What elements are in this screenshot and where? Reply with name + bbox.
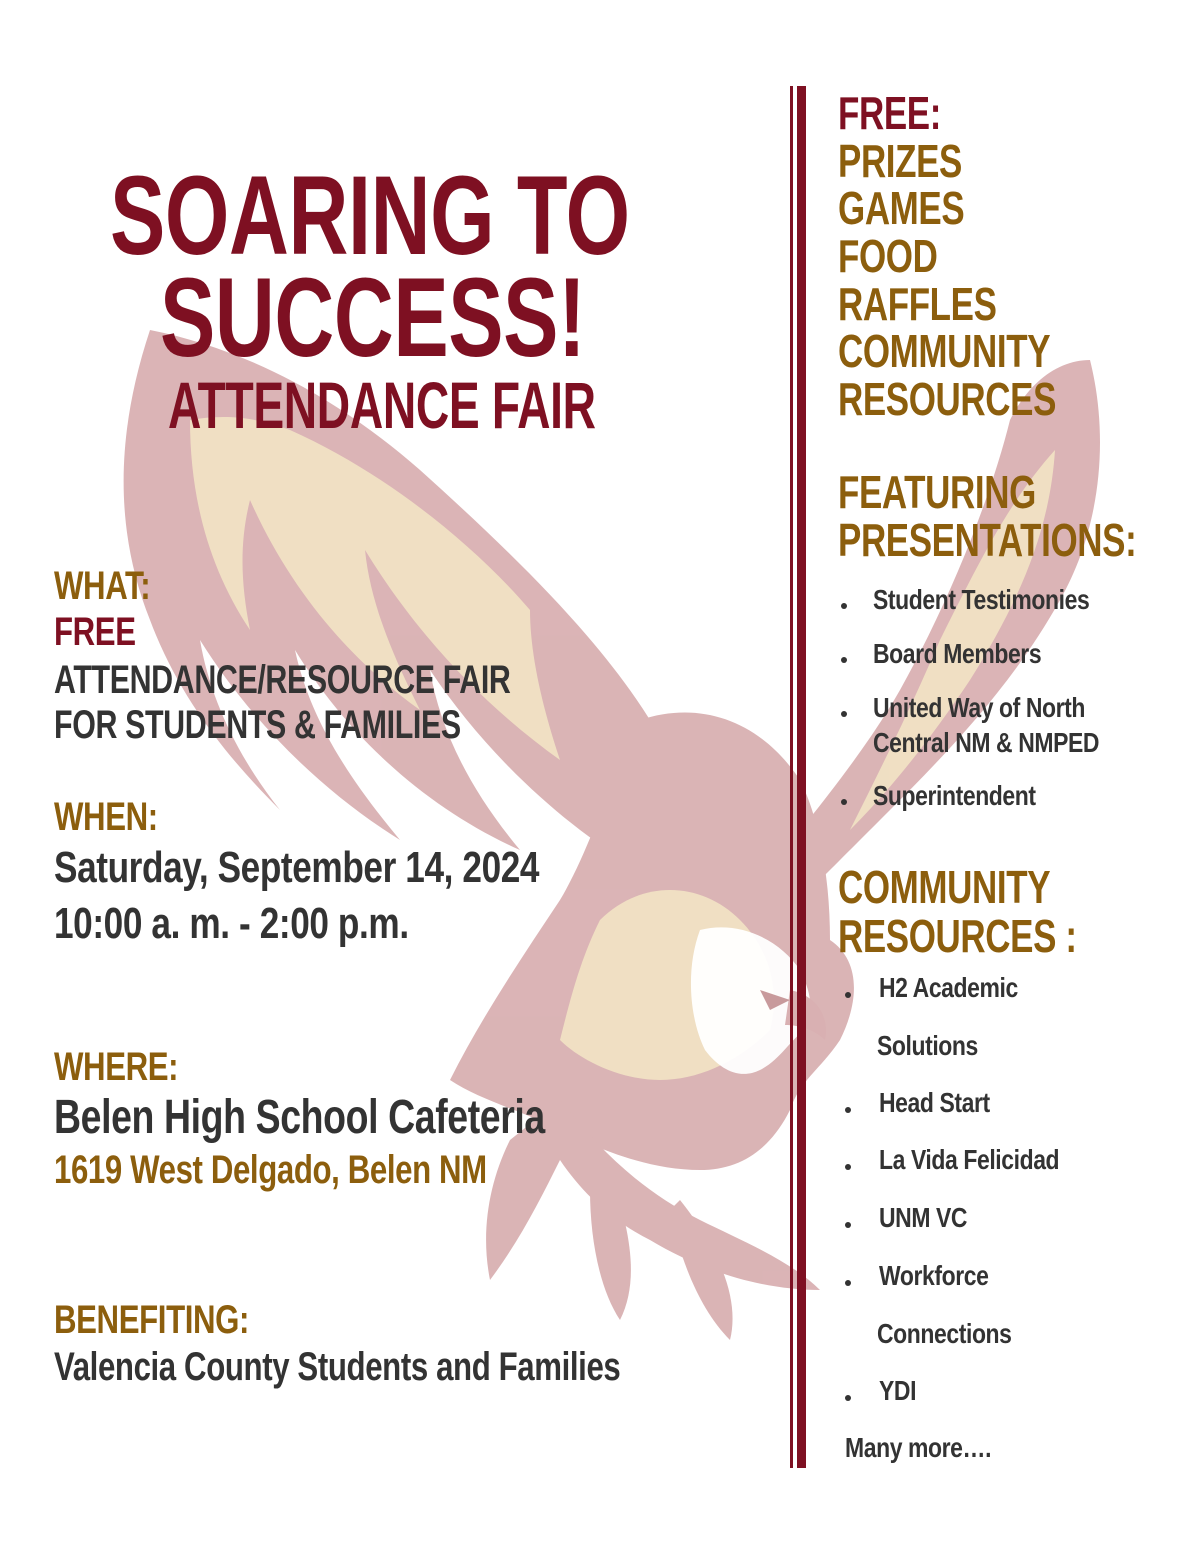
where-address: 1619 West Delgado, Belen NM bbox=[54, 1148, 487, 1192]
resource-item: La Vida Felicidad bbox=[879, 1144, 1060, 1175]
resources-label-line-1: COMMUNITY bbox=[838, 861, 1051, 913]
bullet-icon bbox=[845, 992, 851, 998]
presentation-item-continued: Central NM & NMPED bbox=[873, 727, 1100, 758]
when-label: WHEN: bbox=[54, 795, 158, 839]
resource-item: Workforce bbox=[879, 1260, 989, 1291]
free-label: FREE: bbox=[838, 87, 941, 139]
bullet-icon bbox=[841, 799, 847, 805]
bullet-icon bbox=[841, 603, 847, 609]
presentation-item: Superintendent bbox=[873, 780, 1036, 811]
what-line-1: ATTENDANCE/RESOURCE FAIR bbox=[54, 658, 511, 702]
free-item: FOOD bbox=[838, 230, 938, 282]
presentation-item: Board Members bbox=[873, 638, 1042, 669]
where-venue: Belen High School Cafeteria bbox=[54, 1091, 545, 1144]
title-line-1: SOARING TO bbox=[110, 153, 630, 278]
bullet-icon bbox=[845, 1222, 851, 1228]
resources-more: Many more…. bbox=[845, 1432, 992, 1463]
presentation-item: United Way of North bbox=[873, 692, 1086, 723]
resource-item-continued: Connections bbox=[877, 1318, 1012, 1349]
resource-item-continued: Solutions bbox=[877, 1030, 978, 1061]
bullet-icon bbox=[845, 1395, 851, 1401]
what-line-2: FOR STUDENTS & FAMILIES bbox=[54, 703, 461, 747]
bullet-icon bbox=[841, 657, 847, 663]
benefiting-label: BENEFITING: bbox=[54, 1298, 250, 1342]
presentations-label-line-1: FEATURING bbox=[838, 466, 1036, 518]
what-label: WHAT: bbox=[54, 564, 151, 608]
where-label: WHERE: bbox=[54, 1045, 179, 1089]
resource-item: UNM VC bbox=[879, 1202, 968, 1233]
bullet-icon bbox=[845, 1107, 851, 1113]
when-time: 10:00 a. m. - 2:00 p.m. bbox=[54, 899, 409, 948]
resources-label-line-2: RESOURCES : bbox=[838, 910, 1077, 962]
free-item: COMMUNITY bbox=[838, 325, 1051, 377]
benefiting-text: Valencia County Students and Families bbox=[54, 1345, 621, 1389]
title-line-2: SUCCESS! bbox=[160, 255, 586, 380]
divider-line-thick bbox=[797, 86, 806, 1468]
bullet-icon bbox=[841, 711, 847, 717]
resource-item: Head Start bbox=[879, 1087, 990, 1118]
free-item: RESOURCES bbox=[838, 373, 1057, 425]
free-item: PRIZES bbox=[838, 135, 962, 187]
bullet-icon bbox=[845, 1164, 851, 1170]
free-item: GAMES bbox=[838, 182, 965, 234]
resource-item: YDI bbox=[879, 1375, 917, 1406]
what-free: FREE bbox=[54, 610, 136, 654]
presentation-item: Student Testimonies bbox=[873, 584, 1090, 615]
resource-item: H2 Academic bbox=[879, 972, 1018, 1003]
when-date: Saturday, September 14, 2024 bbox=[54, 843, 540, 892]
presentations-label-line-2: PRESENTATIONS: bbox=[838, 514, 1137, 566]
title-line-3: ATTENDANCE FAIR bbox=[168, 368, 596, 442]
bullet-icon bbox=[845, 1280, 851, 1286]
divider-line-thin bbox=[790, 86, 793, 1468]
free-item: RAFFLES bbox=[838, 278, 997, 330]
